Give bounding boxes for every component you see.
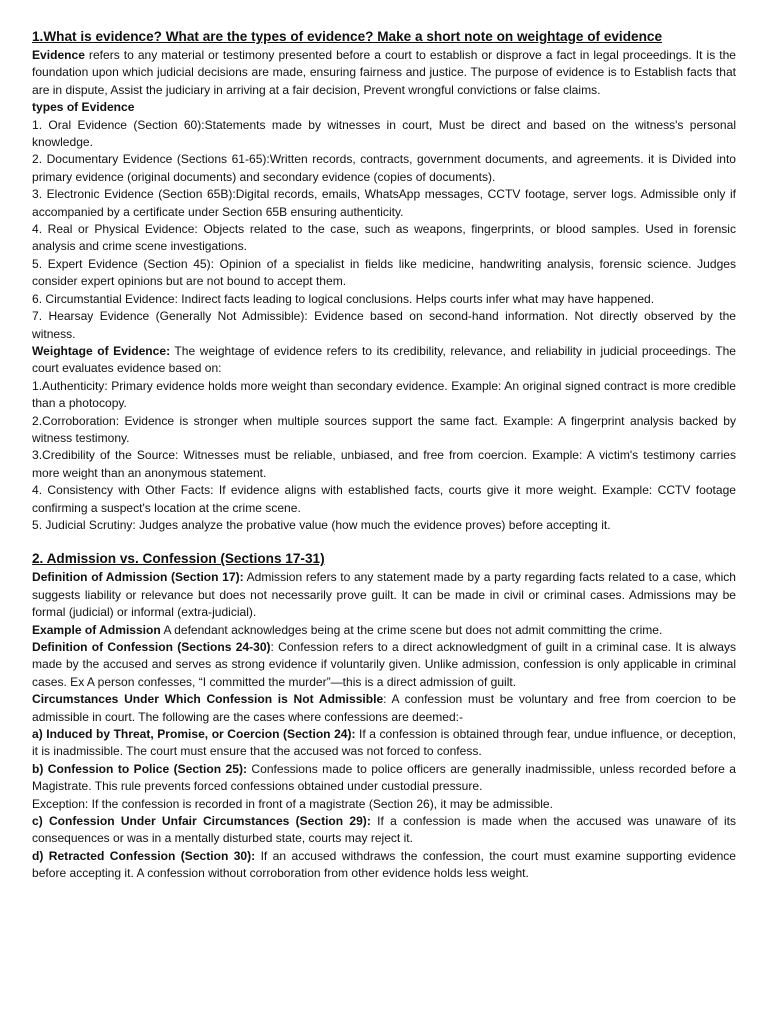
- evidence-definition-text: refers to any material or testimony presented before a court to establish or disprove a fact in legal proceedings. It is the foundation upon which judicial decisions are made, ensuring fairness and justice. The purpose of evidence is to Establish facts that are in dispute, Assist the judiciary in arriving at a fair decision, Prevent wrongful convictions or false claims.: [32, 48, 736, 97]
- evidence-type-real-physical: 4. Real or Physical Evidence: Objects related to the case, such as weapons, fingerprints, or blood samples. Used in forensic analysis and crime scene investigations.: [32, 222, 736, 254]
- evidence-type-oral: 1. Oral Evidence (Section 60):Statements made by witnesses in court, Must be direct and based on the witness's personal knowledge.: [32, 117, 736, 150]
- confession-exception: Exception: If the confession is recorded in front of a magistrate (Section 26), it may be admissible.: [32, 796, 553, 811]
- confession-case-d: d) Retracted Confession (Section 30): If an accused withdraws the confession, the court must examine supporting evidence before accepting it. A confession without corroboration from other evidence holds less weight.: [32, 848, 736, 881]
- confession-case-b: b) Confession to Police (Section 25): Confessions made to police officers are generally inadmissible, unless recorded before a Magistrate. This rule prevents forced confessions obtained under custodial pressure.: [32, 761, 736, 794]
- evidence-type-circumstantial: 6. Circumstantial Evidence: Indirect facts leading to logical conclusions. Helps courts infer what may have happened.: [32, 291, 655, 306]
- section-2-heading: 2. Admission vs. Confession (Sections 17-31): [32, 551, 325, 567]
- confession-case-c: c) Confession Under Unfair Circumstances (Section 29): If a confession is made when the accused was unaware of its consequences or was in a mentally disturbed state, courts may reject it.: [32, 814, 736, 846]
- weightage-point-judicial-scrutiny: 5. Judicial Scrutiny: Judges analyze the probative value (how much the evidence proves) before accepting it.: [32, 517, 611, 532]
- evidence-type-electronic: 3. Electronic Evidence (Section 65B):Digital records, emails, WhatsApp messages, CCTV footage, server logs. Admissible only if accompanied by a certificate under Section 65B ensuring authenticity.: [32, 187, 736, 219]
- confession-definition: Definition of Confession (Sections 24-30): Confession refers to a direct acknowledgment of guilt in a criminal case. It is always made by the accused and serves as strong evidence if voluntarily given. Unlike admission, confession is only applicable in criminal cases. Ex A person confesses, “I committed the murder”—this is a direct admission of guilt.: [32, 640, 736, 689]
- admission-definition: Definition of Admission (Section 17): Admission refers to any statement made by a party regarding facts related to a case, which suggests liability or relevance but does not necessarily prove guilt. It can be made in civil or criminal cases. Admissions may be formal (judicial) or informal (extra-judicial).: [32, 570, 736, 620]
- section-1-heading: 1.What is evidence? What are the types of evidence? Make a short note on weightage of evidence: [32, 29, 662, 44]
- weightage-point-authenticity: 1.Authenticity: Primary evidence holds more weight than secondary evidence. Example: An original signed contract is more credible than a photocopy.: [32, 378, 736, 411]
- weightage-point-consistency: 4. Consistency with Other Facts: If evidence aligns with established facts, courts give it more weight. Example: CCTV footage confirming a suspect's location at the crime scene.: [32, 483, 736, 515]
- types-of-evidence-label: types of Evidence: [32, 100, 135, 115]
- confession-not-admissible: Circumstances Under Which Confession is Not Admissible: A confession must be voluntary and free from coercion to be admissible in court. The following are the cases where confessions are deemed:-: [32, 692, 736, 724]
- weightage-point-corroboration: 2.Corroboration: Evidence is stronger when multiple sources support the same fact. Example: A fingerprint analysis backed by witness testimony.: [32, 413, 736, 445]
- evidence-definition: [32, 47, 736, 99]
- evidence-type-expert: 5. Expert Evidence (Section 45): Opinion of a specialist in fields like medicine, handwriting analysis, forensic science. Judges consider expert opinions but are not bound to accept them.: [32, 256, 736, 289]
- evidence-type-documentary: 2. Documentary Evidence (Sections 61-65):Written records, contracts, government documents, and agreements. it is Divided into primary evidence (original documents) and secondary evidence (copies of documents).: [32, 152, 736, 184]
- weightage-text: The weightage of evidence refers to its credibility, relevance, and reliability in judicial proceedings. The court evaluates evidence based on:: [32, 343, 736, 376]
- weightage-label: Weightage of Evidence:: [32, 343, 171, 358]
- weightage-point-credibility: 3.Credibility of the Source: Witnesses must be reliable, unbiased, and free from coercion. Example: A victim's testimony carries more weight than an anonymous statement.: [32, 448, 736, 480]
- evidence-label: Evidence: [32, 48, 85, 62]
- evidence-type-hearsay: 7. Hearsay Evidence (Generally Not Admissible): Evidence based on second-hand information. Not directly observed by the witness.: [32, 309, 736, 341]
- admission-example: Example of Admission A defendant acknowledges being at the crime scene but does not admit committing the crime.: [32, 622, 663, 637]
- weightage-of-evidence: [32, 343, 736, 378]
- confession-case-a: a) Induced by Threat, Promise, or Coercion (Section 24): If a confession is obtained through fear, undue influence, or deception, it is inadmissible. The court must ensure that the accused was not forced to confess.: [32, 727, 737, 759]
